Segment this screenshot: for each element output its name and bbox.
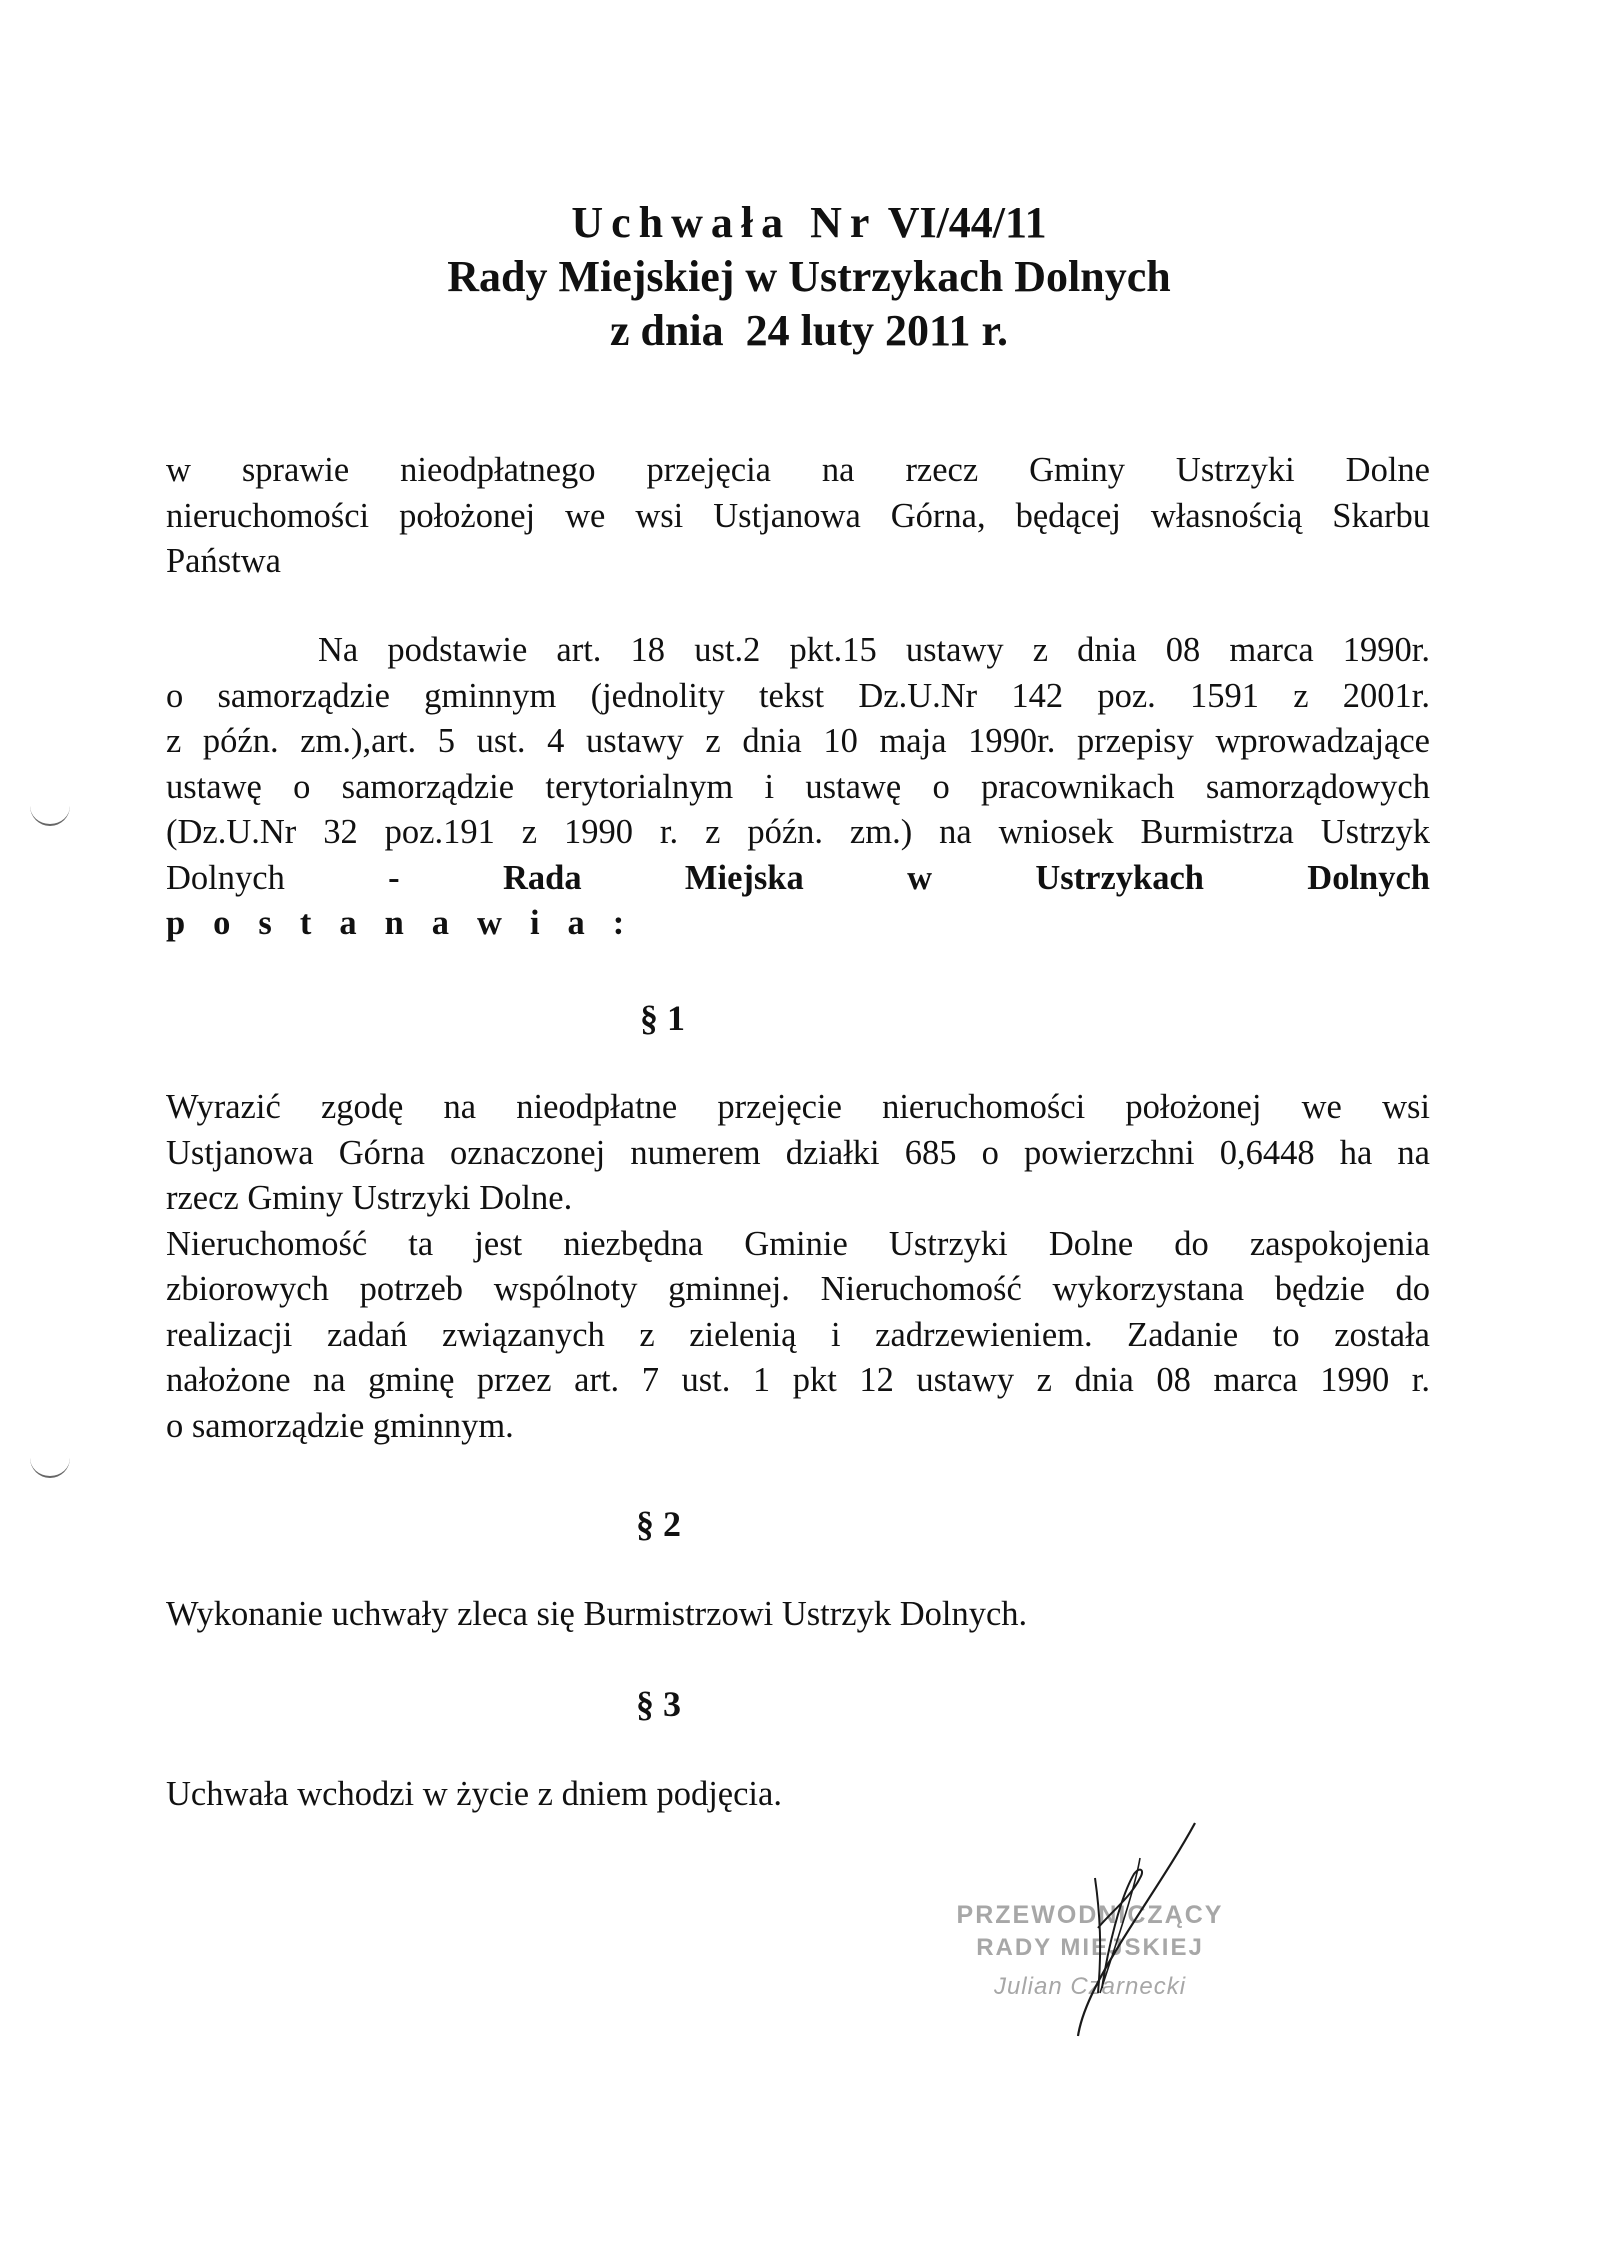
section-mark-2: § 2	[636, 1504, 681, 1544]
section-1-line: zbiorowych potrzeb wspólnoty gminnej. Nieruchomość wykorzystana będzie do	[166, 1270, 1430, 1308]
resolution-title	[0, 196, 1618, 250]
section-1-line: Ustjanowa Górna oznaczonej numerem działki 685 o powierzchni 0,6448 ha na	[166, 1133, 1430, 1172]
stamp-name: Julian Czarnecki	[993, 1973, 1187, 2000]
legal-basis-line-council	[166, 856, 1430, 902]
punch-hole-mark	[30, 1442, 70, 1478]
resolution-date: z dnia 24 luty 2011 r.	[609, 306, 1009, 355]
title-prefix: Uchwała Nr	[571, 198, 878, 247]
legal-basis-line: ustawę o samorządzie terytorialnym i ustawę o pracownikach samorządowych	[166, 767, 1430, 806]
section-mark-1: § 1	[640, 998, 685, 1038]
section-3-body	[166, 1772, 1430, 1818]
section-1-line: rzecz Gminy Ustrzyki Dolne.	[166, 1179, 573, 1217]
council-name: Rady Miejskiej w Ustrzykach Dolnych	[447, 252, 1171, 301]
section-2-body	[166, 1592, 1430, 1638]
legal-basis-line: Na podstawie art. 18 ust.2 pkt.15 ustawy z dnia 08 marca 1990r.	[318, 631, 1430, 669]
legal-basis-paragraph	[166, 628, 1430, 947]
section-1-line: realizacji zadań związanych z zielenią i zadrzewieniem. Zadanie to została	[166, 1315, 1430, 1354]
stamp-title: PRZEWODNICZĄCY	[956, 1901, 1224, 1929]
section-1-line: o samorządzie gminnym.	[166, 1406, 514, 1445]
subject-line: Państwa	[166, 542, 281, 580]
section-1-line: nałożone na gminę przez art. 7 ust. 1 pkt 12 ustawy z dnia 08 marca 1990 r.	[166, 1361, 1430, 1399]
punch-hole-mark	[30, 790, 70, 826]
legal-basis-line: o samorządzie gminnym (jednolity tekst Dz.U.Nr 142 poz. 1591 z 2001r.	[166, 676, 1430, 715]
stamp-council: RADY MIEJSKIEJ	[976, 1934, 1204, 1961]
decree-word: postanawia:	[166, 904, 653, 942]
section-1-line: Nieruchomość ta jest niezbędna Gminie Ustrzyki Dolne do zaspokojenia	[166, 1224, 1430, 1263]
section-1-line: Wyrazić zgodę na nieodpłatne przejęcie nieruchomości położonej we wsi	[166, 1088, 1430, 1126]
section-3-line: Uchwała wchodzi w życie z dniem podjęcia.	[166, 1775, 782, 1813]
section-mark-3: § 3	[636, 1684, 681, 1724]
subject-paragraph	[166, 448, 1430, 585]
subject-line: nieruchomości położonej we wsi Ustjanowa Górna, będącej własnością Skarbu	[166, 496, 1430, 535]
legal-basis-line: (Dz.U.Nr 32 poz.191 z 1990 r. z późn. zm.) na wniosek Burmistrza Ustrzyk	[166, 813, 1430, 851]
section-2-line: Wykonanie uchwały zleca się Burmistrzowi Ustrzyk Dolnych.	[166, 1595, 1028, 1633]
title-number: VI/44/11	[887, 198, 1047, 247]
legal-basis-word: Dolnych	[166, 858, 285, 897]
section-1-body	[166, 1085, 1430, 1449]
council-decision-subject: - Rada Miejska w Ustrzykach Dolnych	[388, 858, 1430, 897]
handwritten-signature	[990, 1818, 1240, 2048]
subject-line: w sprawie nieodpłatnego przejęcia na rzecz Gminy Ustrzyki Dolne	[166, 451, 1430, 489]
legal-basis-line: z późn. zm.),art. 5 ust. 4 ustawy z dnia 10 maja 1990r. przepisy wprowadzające	[166, 722, 1430, 760]
